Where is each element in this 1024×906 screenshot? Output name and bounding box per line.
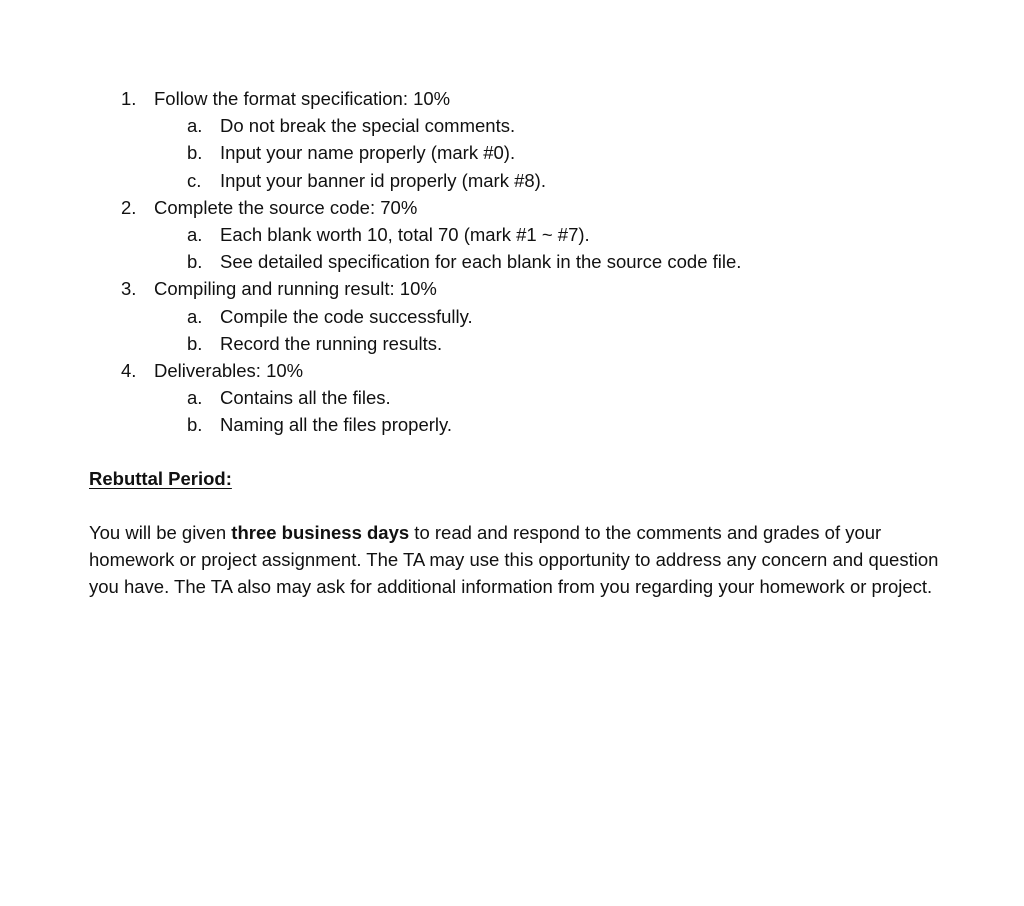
sub-list-item-text: Compile the code successfully. [220, 305, 473, 327]
sub-list-item-letter: c. [187, 169, 202, 191]
sub-list-item-letter: b. [187, 414, 203, 436]
list-item [0, 194, 1024, 221]
rebuttal-intro-text: You will be given [89, 522, 232, 543]
list-item [0, 85, 1024, 112]
list-item-text: Compiling and running result: 10% [154, 278, 437, 300]
sub-list-item [0, 330, 1024, 357]
list-item [0, 275, 1024, 302]
sub-list-item [0, 167, 1024, 194]
sub-list-item [0, 248, 1024, 275]
sub-list-item-text: Each blank worth 10, total 70 (mark #1 ~ #7). [220, 223, 590, 245]
sub-list-item-text: Record the running results. [220, 332, 443, 354]
rebuttal-body-text: to read and respond to the comments and grades of your homework or project assignment. The TA may use this opportunity to address any concern and question you have. The TA also may ask for additional information from you regarding your homework or project. [89, 522, 939, 598]
rebuttal-emphasis-text: three business days [231, 522, 410, 543]
sub-list-item-letter: a. [187, 305, 203, 327]
sub-list-item-letter: b. [187, 142, 203, 164]
sub-list-item [0, 303, 1024, 330]
grading-criteria-list [0, 85, 1024, 438]
sub-list-item-letter: b. [187, 251, 203, 273]
list-item-number: 4. [121, 359, 137, 381]
sub-list-item-letter: b. [187, 332, 203, 354]
list-item-text: Deliverables: 10% [154, 359, 304, 381]
list-item-number: 3. [121, 278, 137, 300]
sub-list-item-text: Input your banner id properly (mark #8). [220, 169, 546, 191]
sub-list-item-text: Do not break the special comments. [220, 115, 516, 137]
list-item-number: 1. [121, 88, 137, 109]
sub-list-item [0, 384, 1024, 411]
list-item-text: Complete the source code: 70% [154, 196, 418, 218]
list-item-text: Follow the format specification: 10% [154, 88, 451, 109]
sub-list-item [0, 139, 1024, 166]
sub-list-item-letter: a. [187, 223, 203, 245]
sub-list-item-letter: a. [187, 387, 203, 409]
sub-list-item [0, 411, 1024, 438]
sub-list-item-text: Contains all the files. [220, 387, 391, 409]
list-item-number: 2. [121, 196, 137, 218]
rebuttal-period-heading: Rebuttal Period: [89, 468, 232, 489]
sub-list-item-text: Input your name properly (mark #0). [220, 142, 516, 164]
sub-list-item [0, 112, 1024, 139]
rebuttal-paragraph [89, 519, 949, 601]
sub-list-item [0, 221, 1024, 248]
sub-list-item-letter: a. [187, 115, 203, 137]
list-item [0, 357, 1024, 384]
sub-list-item-text: Naming all the files properly. [220, 414, 453, 436]
sub-list-item-text: See detailed specification for each blank in the source code file. [220, 251, 742, 273]
